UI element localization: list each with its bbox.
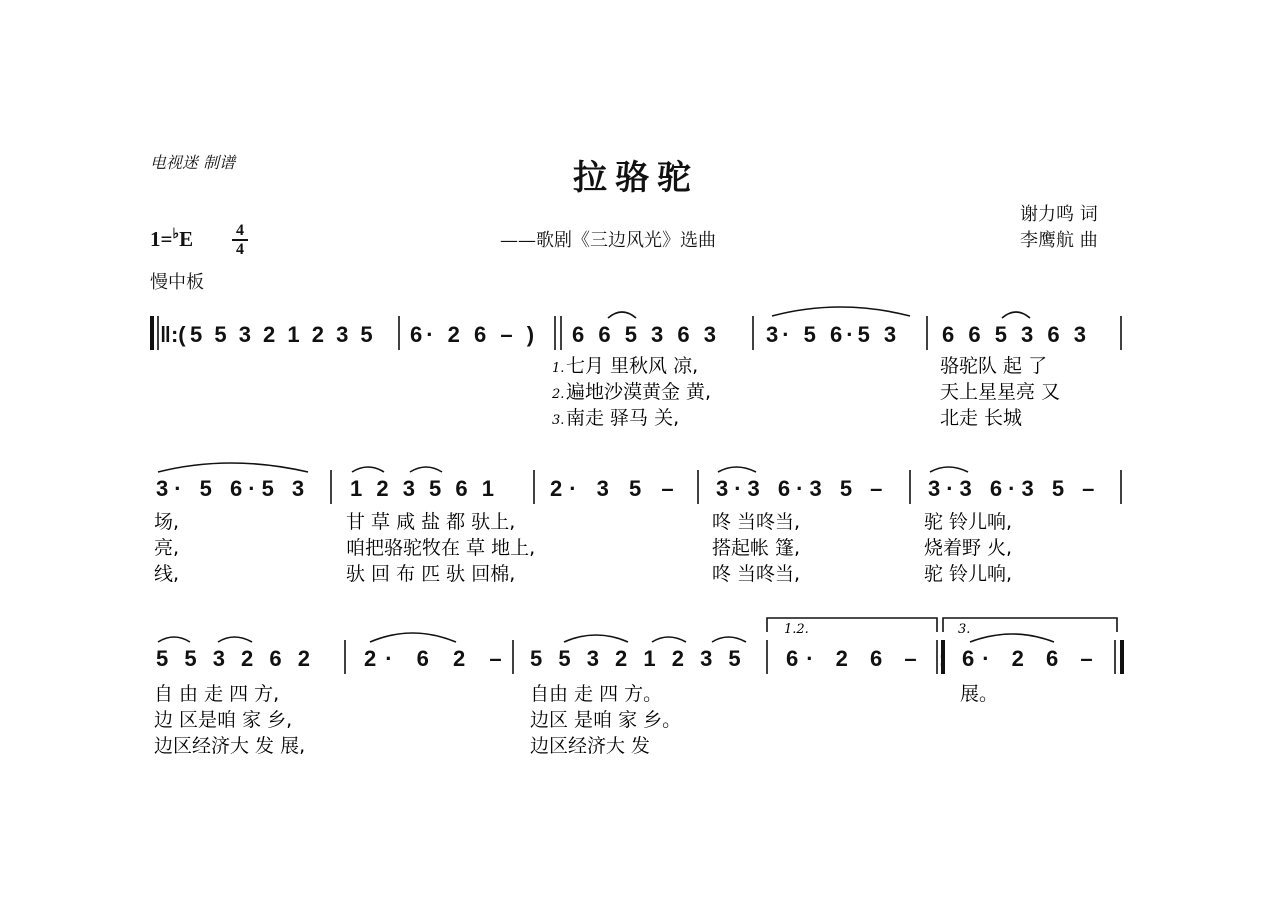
- lyrics-line: 亮,: [154, 537, 180, 559]
- lyrics-line: 咚 当咚当,: [712, 511, 801, 533]
- notes-row2-m5: 3·3 6·3 5 –: [928, 476, 1101, 501]
- lyricist-credit: 谢力鸣 词: [1020, 204, 1098, 225]
- notes-row1-prefix: ‖:(: [160, 322, 186, 347]
- song-title: 拉骆驼: [573, 158, 699, 198]
- meter-bottom: 4: [232, 239, 248, 258]
- notes-row2-m2: 1 2 3 5 6 1: [350, 476, 498, 501]
- volta-label-2: 3.: [958, 622, 971, 637]
- slur: [158, 463, 308, 472]
- lyrics-line: 线,: [154, 563, 180, 585]
- lyrics-line: 自由 走 四 方。: [530, 683, 663, 705]
- key-prefix: 1=: [150, 227, 173, 251]
- lyrics-line: 边区 是咱 家 乡。: [530, 709, 682, 731]
- notes-row3-m4: 6· 2 6 – :: [786, 646, 955, 671]
- composer-credit: 李鹰航 曲: [1020, 230, 1098, 251]
- notes-row1-m1: 5 5 3 2 1 2 3 5: [190, 322, 376, 347]
- notation-credit: 电视迷 制谱: [150, 153, 236, 172]
- notes-row1-m4: 3· 5 6·5 3: [766, 322, 901, 347]
- slur: [158, 637, 190, 642]
- lyrics-line: 自 由 走 四 方,: [154, 683, 280, 705]
- notes-row1-m5: 6 6 5 3 6 3: [942, 322, 1090, 347]
- slur: [652, 637, 686, 642]
- notes-row3-m1: 5 5 3 2 6 2: [156, 646, 315, 671]
- notes-row2-m1: 3· 5 6·5 3: [156, 476, 311, 501]
- lyrics-line: 天上星星亮 又: [940, 381, 1061, 403]
- flat-sign: ♭: [172, 227, 180, 242]
- lyrics-line: 边 区是咱 家 乡,: [154, 709, 293, 731]
- lyrics-line: 边区经济大 发: [530, 735, 651, 757]
- lyrics-line: 驼 铃儿响,: [924, 511, 1013, 533]
- lyrics-line: 南走 驿马 关,: [566, 407, 680, 429]
- lyrics-line: 展。: [960, 683, 999, 705]
- verse-number: 2.: [552, 387, 565, 402]
- volta-label-1: 1.2.: [784, 622, 809, 637]
- slur: [410, 467, 442, 472]
- slur: [608, 312, 636, 318]
- lyrics-line: 骆驼队 起 了: [940, 355, 1048, 377]
- slur: [1002, 312, 1030, 318]
- slur: [352, 467, 384, 472]
- song-subtitle: ——歌剧《三边风光》选曲: [500, 230, 716, 251]
- lyrics-line: 北走 长城: [940, 407, 1023, 429]
- slur: [970, 634, 1054, 642]
- lyrics-line: 驼 铃儿响,: [924, 563, 1013, 585]
- notes-row3-m2: 2· 6 2 –: [364, 646, 511, 671]
- notes-row3-m5: 6· 2 6 –: [962, 646, 1101, 671]
- slur: [930, 467, 968, 472]
- lyrics-line: 搭起帐 篷,: [712, 537, 801, 559]
- notes-row1-m3: 6 6 5 3 6 3: [572, 322, 720, 347]
- lyrics-line: 烧着野 火,: [924, 537, 1013, 559]
- lyrics-line: 咱把骆驼牧在 草 地上,: [346, 537, 536, 559]
- slur: [564, 635, 628, 642]
- lyrics-line: 甘 草 咸 盐 都 驮上,: [346, 511, 516, 533]
- verse-number: 1.: [552, 361, 565, 376]
- lyrics-line: 咚 当咚当,: [712, 563, 801, 585]
- lyrics-line: 遍地沙漠黄金 黄,: [566, 381, 712, 403]
- lyrics-line: 场,: [154, 511, 180, 533]
- key-letter: E: [179, 227, 194, 251]
- meter-top: 4: [236, 222, 244, 239]
- lyrics-line: 边区经济大 发 展,: [154, 735, 306, 757]
- notes-row2-m4: 3·3 6·3 5 –: [716, 476, 889, 501]
- verse-number: 3.: [552, 413, 565, 428]
- lyrics-line: 驮 回 布 匹 驮 回棉,: [346, 563, 516, 585]
- notes-row2-m3: 2· 3 5 –: [550, 476, 681, 501]
- notes-row1-m2: 6· 2 6 – ): [410, 322, 539, 347]
- slur: [772, 307, 910, 316]
- slur: [218, 637, 252, 642]
- lyrics-line: 七月 里秋风 凉,: [566, 355, 699, 377]
- slur: [370, 633, 456, 642]
- slur: [712, 637, 746, 642]
- notes-row3-m3: 5 5 3 2 1 2 3 5: [530, 646, 746, 671]
- slur: [718, 467, 756, 472]
- tempo-marking: 慢中板: [150, 272, 204, 293]
